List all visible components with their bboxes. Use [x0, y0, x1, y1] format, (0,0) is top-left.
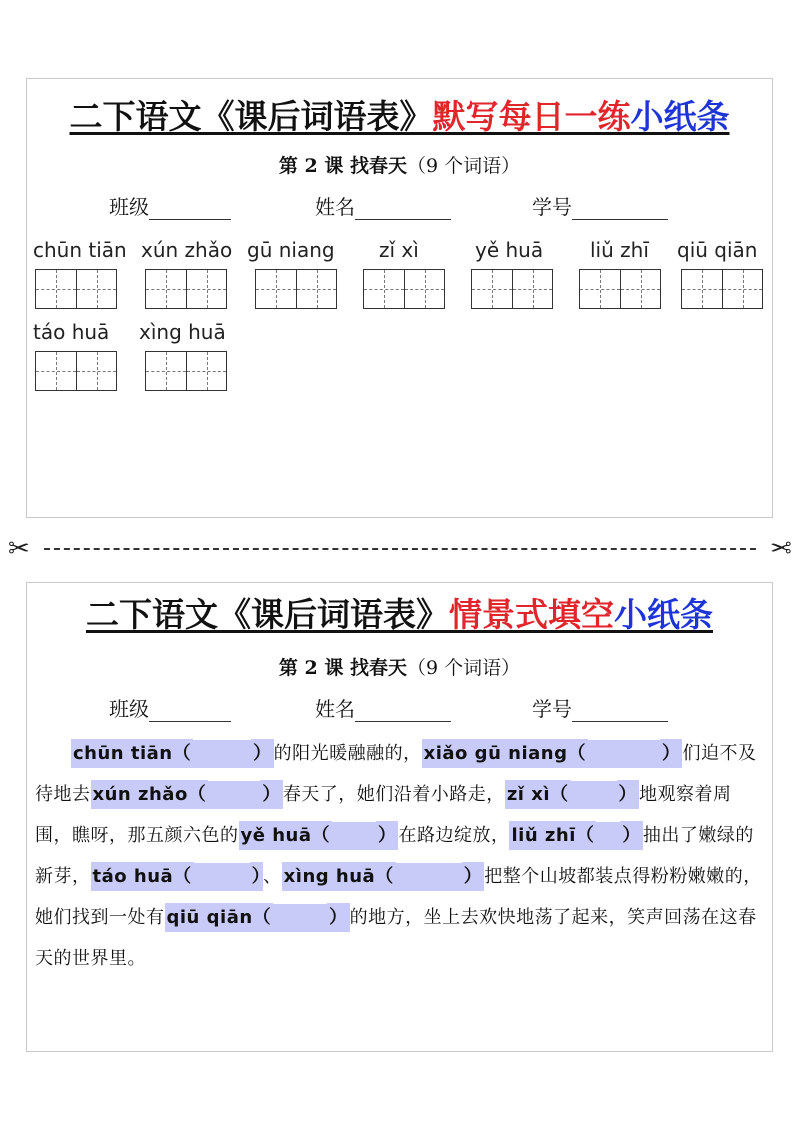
name-label: 姓名 — [315, 195, 355, 219]
pinyin-prompt: ） — [617, 780, 640, 809]
passage-text: 把整个山坡都装点得粉粉嫩嫩的，她们找到一处有 — [35, 866, 762, 928]
writing-boxes[interactable] — [579, 269, 661, 309]
name-blank-line[interactable] — [355, 197, 451, 220]
cloze-title — [27, 595, 772, 635]
pinyin-prompt: ） — [620, 821, 643, 850]
passage-text: 们迫不及待地去 — [35, 743, 757, 805]
dictation-card — [26, 78, 773, 518]
number-blank-line[interactable] — [572, 197, 668, 220]
writing-boxes[interactable] — [145, 351, 227, 391]
pinyin-prompt: ） — [660, 739, 683, 768]
number-blank-line[interactable] — [572, 699, 668, 722]
cloze-lesson-heading — [27, 653, 772, 680]
answer-blank[interactable] — [396, 863, 462, 891]
writing-boxes[interactable] — [681, 269, 763, 309]
dictation-title-highlight: 默写每日一练 — [432, 97, 631, 136]
writing-boxes[interactable] — [255, 269, 337, 309]
number-label: 学号 — [532, 195, 572, 219]
answer-blank[interactable] — [273, 904, 327, 932]
cloze-card — [26, 582, 773, 1052]
cloze-title-main: 二下语文《课后词语表》 — [86, 595, 449, 634]
dictation-title — [27, 97, 772, 137]
answer-blank[interactable] — [571, 781, 617, 809]
pinyin-prompt: zǐ xì（ — [505, 780, 571, 809]
answer-blank[interactable] — [596, 822, 620, 850]
pinyin-prompt: ） — [260, 780, 283, 809]
cloze-paragraph — [35, 733, 764, 979]
pinyin-prompt: qiū qiān（ — [165, 903, 274, 932]
word-pinyin: xìng huā — [139, 320, 226, 344]
pinyin-prompt: xún zhǎo（ — [91, 780, 209, 809]
passage-text: 地观察着周围，瞧呀，那五颜六色的 — [35, 784, 732, 846]
pinyin-prompt: táo huā（ — [91, 862, 194, 891]
dictation-title-tail: 小纸条 — [630, 97, 730, 136]
class-label: 班级 — [109, 697, 149, 721]
writing-boxes[interactable] — [471, 269, 553, 309]
name-field[interactable] — [315, 693, 451, 722]
word-count-note: （9 个词语） — [406, 657, 521, 679]
cut-dashed-line — [44, 548, 756, 550]
word-pinyin: chūn tiān — [33, 238, 127, 262]
cloze-title-highlight: 情景式填空 — [449, 595, 614, 634]
cut-line — [8, 535, 792, 563]
number-label: 学号 — [532, 697, 572, 721]
answer-blank[interactable] — [332, 822, 376, 850]
passage-text: 在路边绽放， — [398, 825, 510, 846]
number-field[interactable] — [532, 191, 668, 220]
word-pinyin: yě huā — [475, 238, 544, 262]
answer-blank[interactable] — [588, 740, 660, 768]
pinyin-prompt: xìng huā（ — [282, 862, 396, 891]
dictation-title-main: 二下语文《课后词语表》 — [69, 97, 433, 136]
word-pinyin: xún zhǎo — [141, 238, 233, 262]
class-field[interactable] — [109, 191, 231, 220]
pinyin-prompt: chūn tiān（ — [71, 739, 193, 768]
class-blank-line[interactable] — [149, 197, 231, 220]
word-pinyin: gū niang — [247, 238, 335, 262]
class-blank-line[interactable] — [149, 699, 231, 722]
number-field[interactable] — [532, 693, 668, 722]
pinyin-prompt: ） — [250, 862, 264, 891]
passage-text: 春天了，她们沿着小路走， — [282, 784, 505, 805]
student-info-row — [27, 693, 772, 723]
cloze-title-tail: 小纸条 — [614, 595, 713, 634]
pinyin-prompt: ） — [462, 862, 485, 891]
pinyin-prompt: liǔ zhī（ — [509, 821, 596, 850]
writing-boxes[interactable] — [35, 269, 117, 309]
word-pinyin: liǔ zhī — [590, 238, 649, 262]
word-pinyin: zǐ xì — [379, 238, 419, 262]
answer-blank[interactable] — [208, 781, 260, 809]
lesson-label: 第 2 课 找春天 — [278, 155, 407, 177]
word-count-note: （9 个词语） — [406, 155, 521, 177]
dictation-lesson-heading — [27, 151, 772, 178]
word-pinyin: qiū qiān — [677, 238, 758, 262]
writing-boxes[interactable] — [145, 269, 227, 309]
pinyin-prompt: ） — [376, 821, 399, 850]
passage-text: 、 — [263, 866, 282, 887]
passage-text: 的地方，坐上去欢快地荡了起来，笑声回荡在这春天的世界里。 — [35, 907, 757, 969]
writing-boxes[interactable] — [363, 269, 445, 309]
class-label: 班级 — [109, 195, 149, 219]
passage-text: 的阳光暖融融的， — [273, 743, 422, 764]
pinyin-prompt: ） — [327, 903, 350, 932]
passage-text: 抽出了嫩绿的新芽， — [35, 825, 754, 887]
pinyin-prompt: yě huā（ — [239, 821, 332, 850]
writing-boxes[interactable] — [35, 351, 117, 391]
name-blank-line[interactable] — [355, 699, 451, 722]
lesson-label: 第 2 课 找春天 — [278, 657, 407, 679]
word-pinyin: táo huā — [33, 320, 110, 344]
scissors-icon: ✂ — [770, 534, 792, 564]
student-info-row — [27, 191, 772, 221]
name-label: 姓名 — [315, 697, 355, 721]
pinyin-prompt: ） — [251, 739, 274, 768]
name-field[interactable] — [315, 191, 451, 220]
answer-blank[interactable] — [194, 863, 250, 891]
class-field[interactable] — [109, 693, 231, 722]
pinyin-prompt: xiǎo gū niang（ — [422, 739, 588, 768]
scissors-icon: ✂ — [8, 534, 30, 564]
answer-blank[interactable] — [193, 740, 251, 768]
